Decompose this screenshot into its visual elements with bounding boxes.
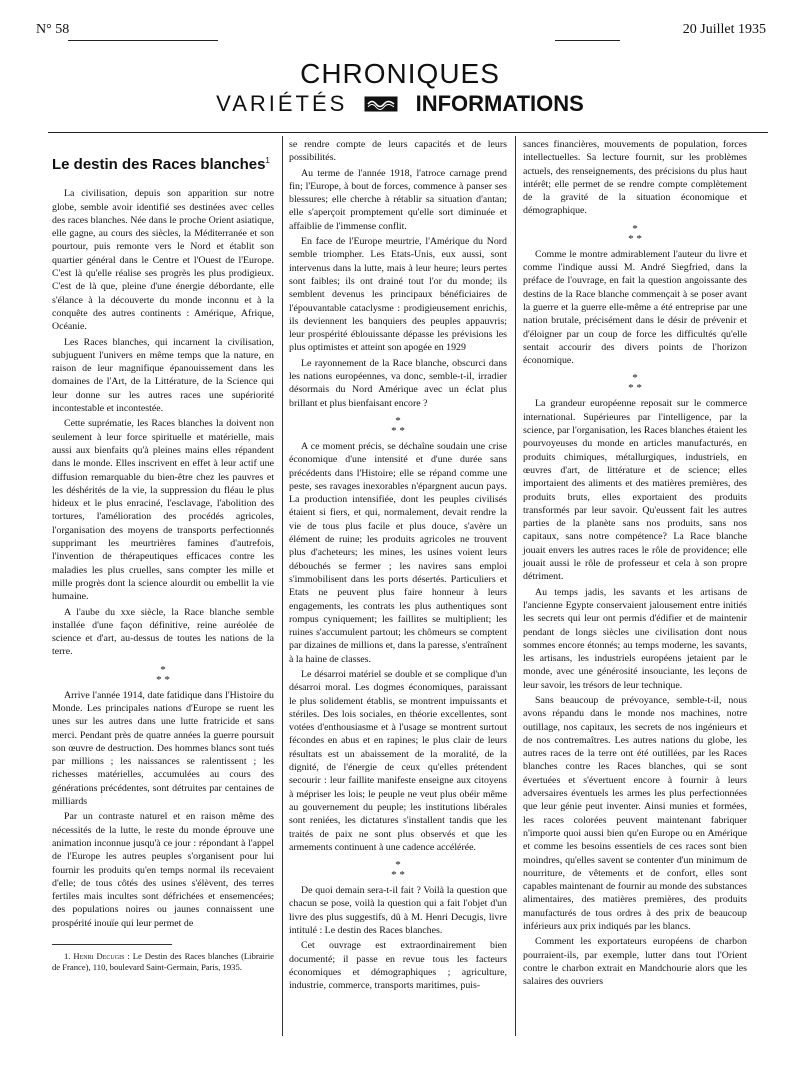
footnote [52, 951, 274, 973]
paragraph: sances financières, mouvements de population, forces intellectuelles. Sa lecture fournit, sur les problèmes actuels, des renseignements, des précisions du plus haut intérêt; elle permet de se rendre compte complètement de la gravité de la situation économique et démographique. [523, 139, 747, 217]
article-title [52, 154, 274, 171]
masthead-varietes: VARIÉTÉS [216, 91, 348, 117]
paragraph: Cet ouvrage est extraordinairement bien documenté; il passe en revue tous les facteurs économiques et démographiques ; agriculture, industrie, commerce, transports maritimes, puis- [289, 940, 507, 992]
header-rule-right [555, 40, 620, 41]
footnote-author: 1. Henri Decugis [64, 951, 125, 962]
section-asterism: * * * [628, 372, 642, 395]
masthead-subtitle [0, 90, 800, 117]
paragraph: Le désarroi matériel se double et se complique d'un désarroi moral. Les dogmes économiques, paraissant le plus solidement établis, se montrent impuissants et stériles. Des lois sociales, en théorie excellentes, sont votées d'enthousiasme et à l'usage se montrent surtout fécondes en abus et en rapines; le plus clair de leurs résultats est un abaissement de la moralité, de la dignité, de l'énergie de ceux qu'elles prétendent secourir : leur faillite manifeste enseigne aux citoyens à mépriser les lois; le peuple ne veut plus obéir même au gouvernement du peuple; les institutions libérales sont reniées, les dictatures s'installent tandis que les traités de paix ne sont plus observés et que les armements continuent à une cadence accélérée. [289, 668, 507, 853]
paragraph: Comment les exportateurs européens de charbon pourraient-ils, par exemple, lutter dans tout l'Orient contre le charbon extrait en Mandchourie alors que les salaires des ouvriers [523, 936, 747, 988]
footnote-marker: 1 [265, 156, 270, 165]
paragraph: A ce moment précis, se déchaîne soudain une crise économique d'une intensité et d'une durée sans précédents dans l'Histoire; elle se répand comme une peste, ses ravages inexorables n'épargnent aucun pays. La production intensifiée, dont les peuples civilisés étaient si fiers, et qui, normalement, devait rendre la vie de tous plus facile et plus douce, s'avère un élément de ruine; les produits agricoles ne trouvent plus d'acheteurs; les mines, les usines voient leurs débouchés se fermer ; les navires sans emploi s'immobilisent dans les ports désertés. Particuliers et Etats ne peuvent plus faire honneur à leurs engagements, les contrats les plus authentiques sont rompus cyniquement; les faillites se multiplient; les ruines s'accumulent partout; les chômeurs se comptent par dizaines de millions et, dans la paresse, s'entraînent à la haine de classes. [289, 440, 507, 665]
paragraph: La grandeur européenne reposait sur le commerce international. Supérieures par l'intelligence, par la science, par l'organisation, les Races blanches étaient les pourvoyeuses du monde en articles manufacturés, en produits chimiques, métallurgiques, industriels, en œuvres d'art, de littérature et de science; elles importaient des aliments et des matières premières, des produits bruts, elles exportaient des produits transformés par leur savoir. Qu'eussent fait les autres parties de la planète sans nos produits, sans nos capitaux, sans notre compétence? La Race blanche jouait envers les autres races le rôle de providence; elle jouait aussi le rôle de professeur et cela à son propre détriment. [523, 398, 747, 583]
masthead-informations: INFORMATIONS [415, 91, 584, 117]
column-rule [515, 136, 516, 1036]
paragraph: La civilisation, depuis son apparition sur notre globe, semble avoir identifié ses destinées avec celles des races blanches. Née dans le proche Orient asiatique, elle gagne, au cours des siècles, la Méditerranée et son pourtour, puis remonte vers le Nord et établit son quartier général dans le Centre et l'Ouest de l'Europe. C'est là qu'elle réalise ses progrès les plus prodigieux. C'est de là que, pleine d'une énergie débordante, elle s'élance à la découverte du monde inconnu et à la conquête des autres continents : Amérique, Afrique, Océanie. [52, 188, 274, 333]
paragraph: se rendre compte de leurs capacités et de leurs possibilités. [289, 139, 507, 164]
article-title-text: Le destin des Races blanches [52, 156, 266, 173]
paragraph: Au temps jadis, les savants et les artisans de l'ancienne Egypte conservaient jalousement entre initiés les secrets qui leur ont permis d'édifier et de maintenir pendant de longs siècles une civilisation dont nous sommes encore étonnés; au temps moderne, les savants, les artisans, les industriels européens jetaient par le monde, avec une générosité insouciante, les leçons de leur savoir, les trésors de leur technique. [523, 586, 747, 691]
paragraph: De quoi demain sera-t-il fait ? Voilà la question que chacun se pose, voilà la question qui a fait l'objet d'un livre des plus suggestifs, dû à M. Henri Decugis, livre intitulé : Le destin des Races blanches. [289, 885, 507, 937]
paragraph: Au terme de l'année 1918, l'atroce carnage prend fin; l'Europe, à bout de forces, commence à panser ses blessures; elle cherche à rétablir sa situation d'antan; elle s'aperçoit promptement qu'elle sort diminuée et affaiblie de l'immense conflit. [289, 167, 507, 232]
paragraph: Les Races blanches, qui incarnent la civilisation, subjuguent l'univers en même temps que la nature, en raison de leur magnifique épanouissement dans les domaines de l'Art, de la Littérature, de la Science qui leur donne sur les autres races une supériorité incontestable et incontestée. [52, 336, 274, 415]
footnote-text: : Le Destin des Races blanches (Librairie de France), 110, boulevard Saint-Germain, Paris, 1935. [52, 951, 274, 973]
paragraph: Par un contraste naturel et en raison même des nécessités de la lutte, le reste du monde éprouve une animation inconnue jusqu'à ce jour : répondant à l'appel de l'Europe les autres peuples s'organisent pour lui fournir les produits qu'en temps normal ils recevaient d'elle; de tous côtés des usines s'élèvent, des terres fertiles mais incultes sont défrichées et ensemencées; des populations noires ou jaunes connaissent une prospérité inouïe qui leur permet de [52, 811, 274, 929]
column-2 [289, 138, 507, 995]
paragraph: Cette suprématie, les Races blanches la doivent non seulement à leur force spirituelle et matérielle, mais aussi aux bienfaits qu'à pleines mains elles répandent dans le monde. Elles inscrivent en effet à leur actif une diffusion remarquable du bien-être chez les pauvres et les déshérités de la vie, la suppression du fléau le plus hideux et le plus enraciné, l'esclavage, l'abolition des tortures, l'amélioration des procédés agricoles, l'organisation des moyens de transports perfectionnés supprimant les meurtrières famines d'autrefois, l'invention de thérapeutiques efficaces contre les maladies les plus cruelles, sans compter les mille et mille progrès dont la science alourdit ou embellit la vie humaine. [52, 418, 274, 603]
issue-date: 20 Juillet 1935 [682, 22, 766, 37]
column-rule [282, 136, 283, 1036]
footnote-rule [52, 944, 172, 945]
section-asterism: * * * [391, 859, 405, 882]
masthead-title: CHRONIQUES [300, 58, 500, 89]
paragraph: A l'aube du xxe siècle, la Race blanche semble installée d'une façon définitive, reine auréolée de science et d'art, au-dessus de toutes les nations de la terre. [52, 606, 274, 658]
paragraph: Sans beaucoup de prévoyance, semble-t-il, nous avons répandu dans le monde nos machines, notre outillage, nos capitaux, les secrets de nos ingénieurs et de nos contremaîtres. Les autres nations du globe, les autres races de la terre ont été outillées, par les Races blanches contre les Races blanches, qui se sont évertuées et s'évertuent encore à fournir à leurs adversaires éventuels les armes les plus perfectionnées que leur génie peut inventer. Ainsi munies et formées, les races colorées peuvent maintenant fabriquer n'importe quoi aussi bien qu'en Europe ou en Amérique et comme les besoins essentiels de ces races sont bien moindres, qu'elles savent se contenter d'un minimum de nourriture, de vêtements et de confort, elles sont capables maintenant de fournir au monde des substances alimentaires, des matières premières, des produits manufacturés de tous ordres à des prix de beaucoup inférieurs aux prix indiqués par les blancs. [523, 694, 747, 933]
column-3 [523, 138, 747, 991]
paragraph: En face de l'Europe meurtrie, l'Amérique du Nord semble triompher. Les Etats-Unis, eux aussi, sont intervenus dans la lutte, mais à leur heure; leurs pertes sont faibles; ils ont drainé tout l'or du monde; ils semblent devenus les principaux bénéficiaires de l'épouvantable cataclysme : prodigieusement enrichis, ils deviennent les banquiers des peuples appauvris; leur prospérité éblouissante dépasse les prévisions les plus optimistes et atteint son apogée en 1929 [289, 236, 507, 354]
ornament-icon [364, 96, 398, 112]
column-1 [52, 138, 274, 975]
paragraph: Le rayonnement de la Race blanche, obscurci dans les nations européennes, va donc, semble-t-il, irradier désormais du Nord Amérique avec un éclat plus brillant et plus bienfaisant encore ? [289, 357, 507, 409]
paragraph: Arrive l'année 1914, date fatidique dans l'Histoire du Monde. Les principales nations d'Europe se ruent les unes sur les autres dans une lutte fratricide et sans merci. Pendant près de quatre années la guerre poursuit son œuvre de destruction. Des hommes blancs sont tués par millions ; les naissances se ralentissent ; les richesses matérielles, accumulées au cours des générations précédentes, sont détruites par centaines de milliards [52, 689, 274, 808]
section-asterism: * * * [391, 414, 405, 437]
header-rule-left [68, 40, 218, 41]
issue-number: N° 58 [36, 22, 70, 37]
paragraph: Comme le montre admirablement l'auteur du livre et comme l'indique aussi M. André Siegfried, dans la préface de l'ouvrage, en fait la question angoissante des destins de la Race blanche commençait à se poser avant la guerre et la guerre elle-même a été entreprise par une nation brutale, précisément dans le désir de prévenir et d'éloigner par un coup de force les difficultés qu'elle sentait accourir des divers points de l'horizon économique. [523, 248, 747, 367]
masthead-rule [48, 132, 768, 133]
section-asterism: * * * [156, 663, 170, 686]
section-asterism: * * * [628, 222, 642, 245]
